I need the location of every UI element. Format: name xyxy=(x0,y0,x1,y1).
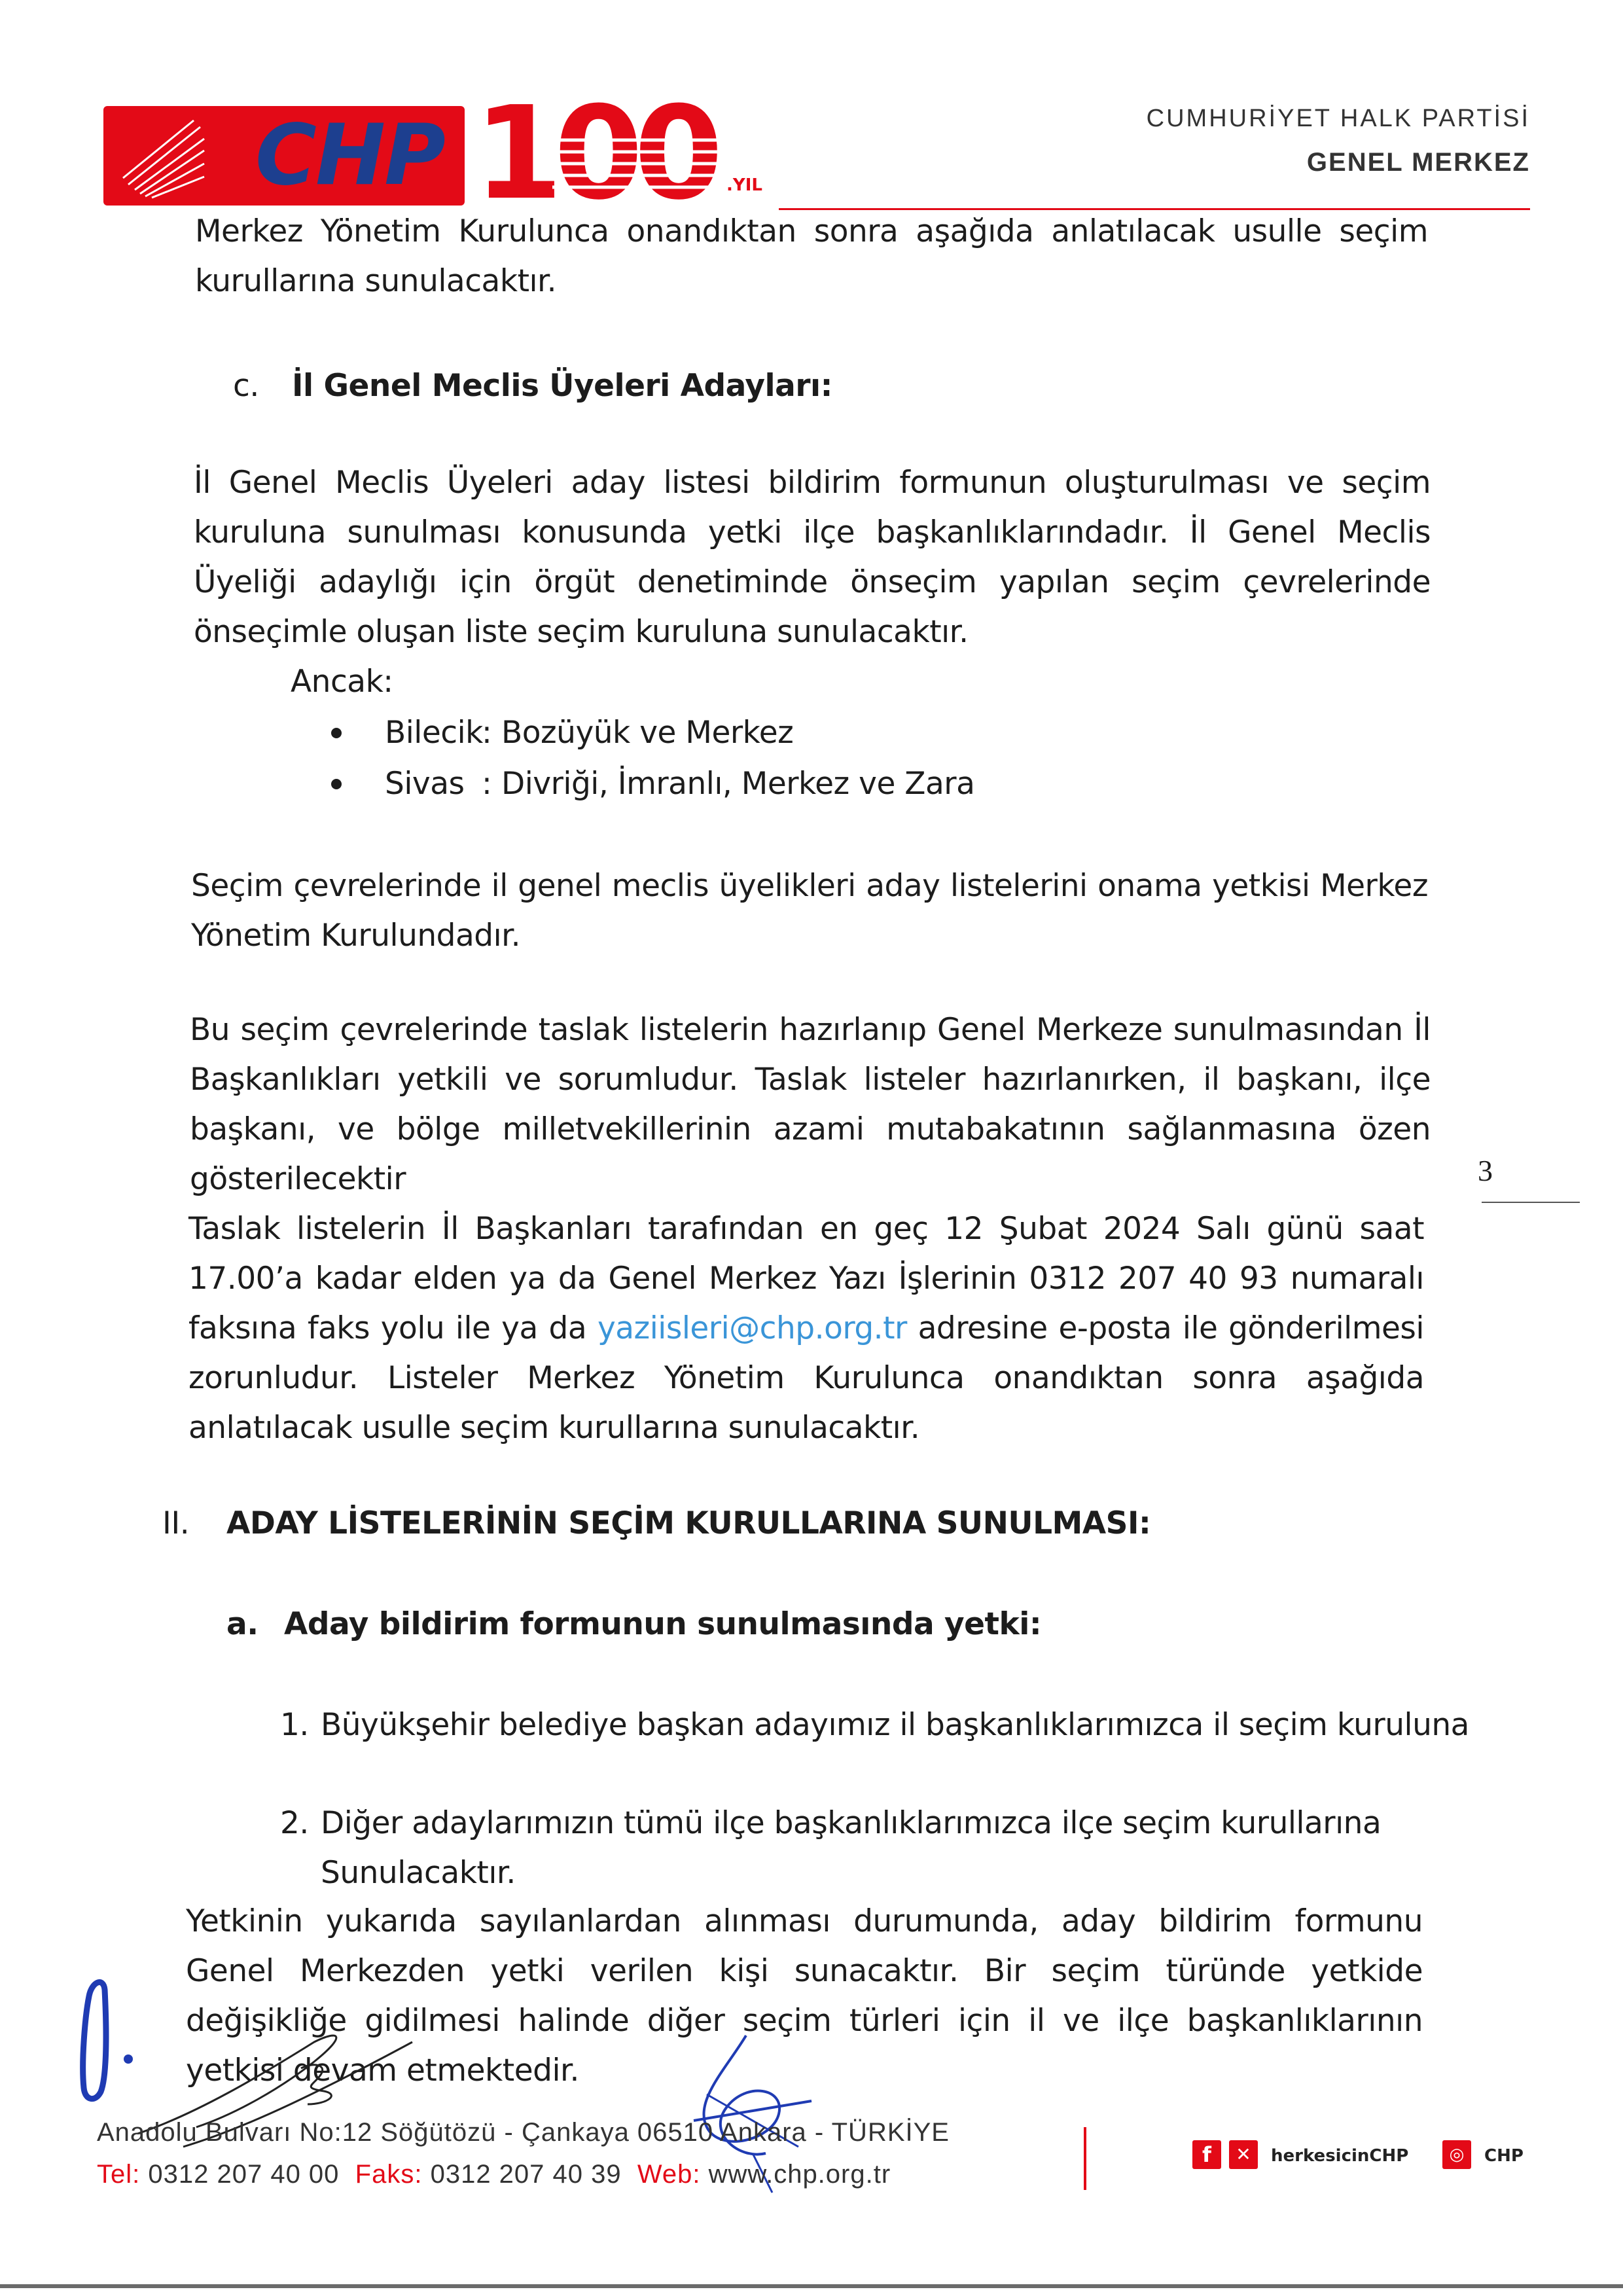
web-label: Web: xyxy=(637,2160,701,2189)
paragraph-4 xyxy=(188,1204,1424,1453)
scan-edge xyxy=(0,2284,1623,2288)
centenary-number: 100 xyxy=(474,79,715,228)
email-link[interactable]: yaziisleri@chp.org.tr xyxy=(597,1310,907,1346)
section-a-title: Aday bildirim formunun sunulmasında yetki: xyxy=(284,1606,1042,1642)
web-link[interactable]: www.chp.org.tr xyxy=(708,2160,891,2189)
centenary-logo xyxy=(474,79,729,228)
exception-province: Sivas xyxy=(385,766,465,802)
exception-separator: : xyxy=(482,715,492,751)
footer-contact xyxy=(97,2160,891,2189)
paragraph-5: Yetkinin yukarıda sayılanlardan alınması durumunda, aday bildirim formunu Genel Merkezden yetki verilen kişi sunacaktır. Bir seçim türünde yetkide değişikliğe gidilmesi halinde diğer seçim türleri için il ve ilçe başkanlıklarının yetkisi devam etmektedir. xyxy=(186,1903,1423,2089)
instagram-handle[interactable]: CHP xyxy=(1484,2146,1524,2166)
exception-province: Bilecik xyxy=(385,715,483,751)
numbered-item-number: 2. xyxy=(280,1805,309,1841)
bullet-icon xyxy=(331,728,342,738)
footer-divider xyxy=(1084,2127,1086,2190)
chp-logo xyxy=(103,106,465,206)
section-ii-title: ADAY LİSTELERİNİN SEÇİM KURULLARINA SUNULMASI: xyxy=(226,1505,1151,1541)
exception-districts: Bozüyük ve Merkez xyxy=(501,715,794,751)
exception-separator: : xyxy=(482,766,492,802)
paragraph-3: Bu seçim çevrelerinde taslak listelerin hazırlanıp Genel Merkeze sunulmasından İl Başkanlıkları yetkili ve sorumludur. Taslak listeler hazırlanırken, il başkanı, ilçe başkanı, ve bölge milletvekillerinin azami mutabakatının sağlanmasına özen gösterilecektir xyxy=(190,1012,1431,1197)
page-number-rule xyxy=(1482,1202,1580,1203)
paragraph-1: İl Genel Meclis Üyeleri aday listesi bildirim formunun oluşturulması ve seçim kuruluna sunulması konusunda yetki ilçe başkanlıklarındadır. İl Genel Meclis Üyeliği adaylığı için örgüt denetiminde önseçim yapılan seçim çevrelerinde önseçimle oluşan liste seçim kuruluna sunulacaktır. xyxy=(194,465,1431,650)
page-number: 3 xyxy=(1478,1154,1493,1187)
facebook-icon[interactable]: f xyxy=(1192,2140,1221,2169)
intro-paragraph: Merkez Yönetim Kurulunca onandıktan sonra aşağıda anlatılacak usulle seçim kurullarına sunulacaktır. xyxy=(195,213,1428,299)
section-a-marker: a. xyxy=(226,1606,259,1642)
numbered-item-text: Diğer adaylarımızın tümü ilçe başkanlıklarımızca ilçe seçim kurullarına xyxy=(321,1805,1382,1841)
tel-label: Tel: xyxy=(97,2160,141,2189)
bullet-icon xyxy=(331,779,342,789)
exception-districts: Divriği, İmranlı, Merkez ve Zara xyxy=(501,766,975,802)
tel-value: 0312 207 40 00 xyxy=(148,2160,340,2189)
party-name: CUMHURİYET HALK PARTİSİ xyxy=(1146,105,1530,132)
social-handle[interactable]: herkesicinCHP xyxy=(1271,2146,1409,2166)
x-twitter-icon[interactable]: ✕ xyxy=(1229,2140,1258,2169)
fax-value: 0312 207 40 39 xyxy=(430,2160,622,2189)
ancak-label: Ancak: xyxy=(291,664,393,700)
section-c-marker: c. xyxy=(233,368,259,404)
fax-label: Faks: xyxy=(355,2160,423,2189)
numbered-item-continuation: Sunulacaktır. xyxy=(321,1855,516,1891)
paragraph-2: Seçim çevrelerinde il genel meclis üyelikleri aday listelerini onama yetkisi Merkez Yönetim Kurulundadır. xyxy=(191,868,1428,954)
numbered-item-text: Büyükşehir belediye başkan adayımız il başkanlıklarımızca il seçim kuruluna xyxy=(321,1707,1469,1743)
section-ii-marker: II. xyxy=(162,1505,190,1541)
centenary-suffix: .YIL xyxy=(726,175,762,195)
section-c-title: İl Genel Meclis Üyeleri Adayları: xyxy=(292,368,832,404)
centenary-stripes-icon xyxy=(552,127,729,199)
office-name: GENEL MERKEZ xyxy=(1306,148,1530,177)
instagram-icon[interactable]: ◎ xyxy=(1442,2140,1471,2169)
numbered-item-number: 1. xyxy=(280,1707,309,1743)
footer-address: Anadolu Bulvarı No:12 Söğütözü - Çankaya 06510 Ankara - TÜRKİYE xyxy=(97,2118,950,2147)
six-arrows-icon xyxy=(109,113,207,199)
paragraph-4-text: Taslak listelerin İl Başkanları tarafından en geç 12 Şubat 2024 Salı günü saat 17.00’a kadar elden ya da Genel Merkez Yazı İşlerinin 0312 207 40 93 numaralı faksına faks yolu ile ya da xyxy=(188,1211,1424,1346)
paragraph-4-text-end: adresine e-posta ile gönderilmesi zorunludur. Listeler Merkez Yönetim Kurulunca onandıktan sonra aşağıda anlatılacak usulle seçim kurullarına sunulacaktır. xyxy=(188,1310,1424,1446)
logo-wordmark: CHP xyxy=(255,107,444,204)
